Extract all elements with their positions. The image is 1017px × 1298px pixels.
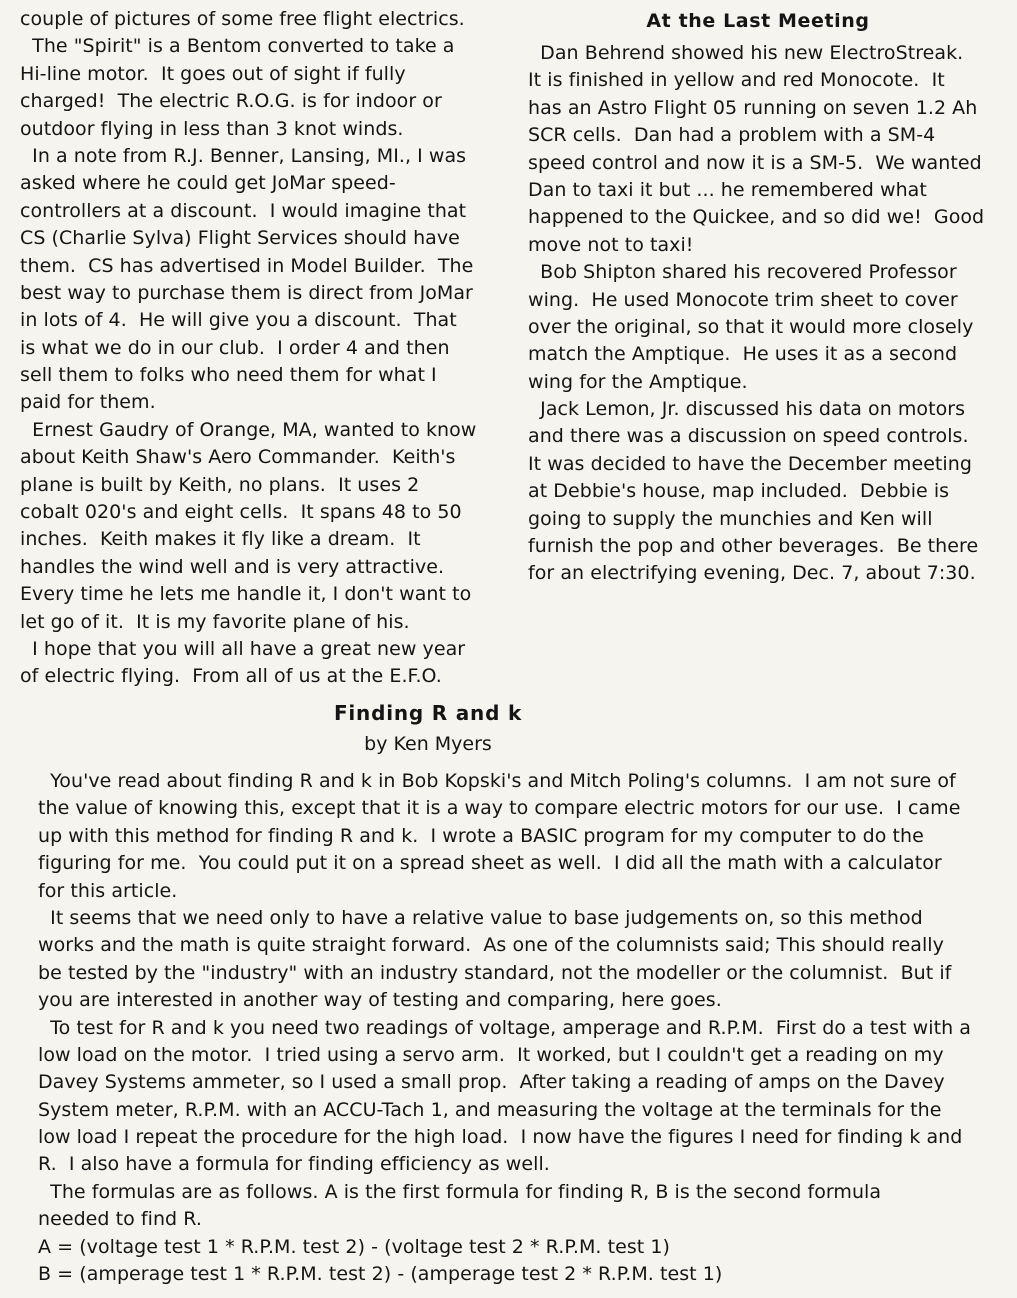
- right-column: [528, 8, 998, 588]
- text-line: R. I also have a formula for finding efficiency as well.: [38, 1153, 550, 1176]
- text-line: You've read about finding R and k in Bob Kopski's and Mitch Poling's columns. I am not sure of: [38, 770, 956, 792]
- text-line: match the Amptique. He uses it as a second: [528, 343, 958, 366]
- text-line: for this article.: [38, 879, 178, 902]
- text-line: controllers at a discount. I would imagine that: [20, 199, 467, 222]
- text-line: of electric flying. From all of us at the E.F.O.: [20, 665, 442, 688]
- text-line: and there was a discussion on speed controls.: [528, 425, 969, 448]
- text-line: works and the math is quite straight forward. As one of the columnists said; This should really: [38, 934, 944, 957]
- text-line: It was decided to have the December meeting: [528, 452, 972, 475]
- text-line: furnish the pop and other beverages. Be there: [528, 535, 979, 558]
- text-line: be tested by the "industry" with an industry standard, not the modeller or the columnist. But if: [38, 961, 952, 984]
- left-column: [20, 6, 490, 691]
- text-line: in lots of 4. He will give you a discount. That: [20, 309, 457, 332]
- text-line: The formulas are as follows. A is the first formula for finding R, B is the second formula: [38, 1180, 882, 1203]
- text-line: over the original, so that it would more closely: [528, 315, 974, 338]
- text-line: you are interested in another way of testing and comparing, here goes.: [38, 989, 722, 1012]
- formula-a: A = (voltage test 1 * R.P.M. test 2) - (voltage test 2 * R.P.M. test 1): [38, 1235, 670, 1258]
- text-line: inches. Keith makes it fly like a dream. It: [20, 528, 421, 551]
- text-line: outdoor flying in less than 3 knot winds.: [20, 117, 404, 140]
- text-line: let go of it. It is my favorite plane of his.: [20, 610, 410, 633]
- text-line: The "Spirit" is a Bentom converted to take a: [20, 35, 455, 58]
- text-line: low load on the motor. I tried using a servo arm. It worked, but I couldn't get a reading on my: [38, 1043, 944, 1066]
- article-title: Finding R and k: [333, 701, 523, 725]
- text-line: Hi-line motor. It goes out of sight if fully: [20, 62, 406, 85]
- text-line: To test for R and k you need two readings of voltage, amperage and R.P.M. First do a test with a: [38, 1016, 971, 1039]
- text-line: speed control and now it is a SM-5. We wanted: [528, 151, 982, 174]
- article-byline: by Ken Myers: [364, 733, 492, 755]
- text-line: plane is built by Keith, no plans. It uses 2: [20, 473, 420, 496]
- text-line: SCR cells. Dan had a problem with a SM-4: [528, 124, 936, 147]
- formula-b: B = (amperage test 1 * R.P.M. test 2) - (amperage test 2 * R.P.M. test 1): [38, 1263, 723, 1286]
- text-line: happened to the Quickee, and so did we! Good: [528, 206, 985, 229]
- meeting-heading: At the Last Meeting: [646, 10, 870, 32]
- text-line: Every time he lets me handle it, I don't want to: [20, 583, 472, 606]
- text-line: Bob Shipton shared his recovered Professor: [528, 261, 957, 284]
- text-line: asked where he could get JoMar speed-: [20, 172, 396, 195]
- text-line: going to supply the munchies and Ken will: [528, 507, 933, 530]
- text-line: CS (Charlie Sylva) Flight Services should have: [20, 227, 460, 250]
- text-line: wing for the Amptique.: [528, 370, 748, 393]
- text-line: In a note from R.J. Benner, Lansing, MI., I was: [20, 144, 467, 167]
- text-line: Ernest Gaudry of Orange, MA, wanted to know: [20, 418, 477, 441]
- meeting-report-text: [528, 40, 998, 588]
- text-line: I hope that you will all have a great new year: [20, 637, 466, 660]
- text-line: Dan to taxi it but ... he remembered what: [528, 178, 927, 201]
- text-line: Davey Systems ammeter, so I used a small prop. After taking a reading of amps on the Davey: [38, 1071, 945, 1094]
- article-body: [38, 768, 988, 1234]
- text-line: figuring for me. You could put it on a spread sheet as well. I did all the math with a calculator: [38, 852, 942, 875]
- text-line: paid for them.: [20, 391, 156, 414]
- text-line: move not to taxi!: [528, 233, 694, 256]
- text-line: System meter, R.P.M. with an ACCU-Tach 1, and measuring the voltage at the terminals for the: [38, 1098, 942, 1121]
- text-line: about Keith Shaw's Aero Commander. Keith's: [20, 446, 456, 469]
- article-finding-r-and-k: [38, 700, 988, 1288]
- text-line: charged! The electric R.O.G. is for indoor or: [20, 90, 442, 113]
- text-line: cobalt 020's and eight cells. It spans 48 to 50: [20, 501, 462, 524]
- text-line: best way to purchase them is direct from JoMar: [20, 281, 473, 304]
- text-line: low load I repeat the procedure for the high load. I now have the figures I need for finding k and: [38, 1126, 963, 1149]
- text-line: couple of pictures of some free flight electrics.: [20, 8, 465, 30]
- text-line: It is finished in yellow and red Monocote. It: [528, 69, 945, 92]
- text-line: wing. He used Monocote trim sheet to cover: [528, 288, 958, 311]
- text-line: Jack Lemon, Jr. discussed his data on motors: [528, 398, 966, 421]
- text-line: at Debbie's house, map included. Debbie is: [528, 480, 950, 503]
- text-line: sell them to folks who need them for what I: [20, 364, 437, 387]
- text-line: is what we do in our club. I order 4 and then: [20, 336, 450, 359]
- text-line: Dan Behrend showed his new ElectroStreak.: [528, 42, 964, 64]
- text-line: up with this method for finding R and k. I wrote a BASIC program for my computer to do the: [38, 824, 924, 847]
- text-line: It seems that we need only to have a relative value to base judgements on, so this method: [38, 906, 923, 929]
- text-line: the value of knowing this, except that it is a way to compare electric motors for our use. I came: [38, 797, 961, 820]
- text-line: handles the wind well and is very attractive.: [20, 555, 445, 578]
- text-line: them. CS has advertised in Model Builder. The: [20, 254, 474, 277]
- text-line: for an electrifying evening, Dec. 7, about 7:30.: [528, 562, 976, 585]
- text-line: needed to find R.: [38, 1208, 202, 1231]
- text-line: has an Astro Flight 05 running on seven 1.2 Ah: [528, 96, 978, 119]
